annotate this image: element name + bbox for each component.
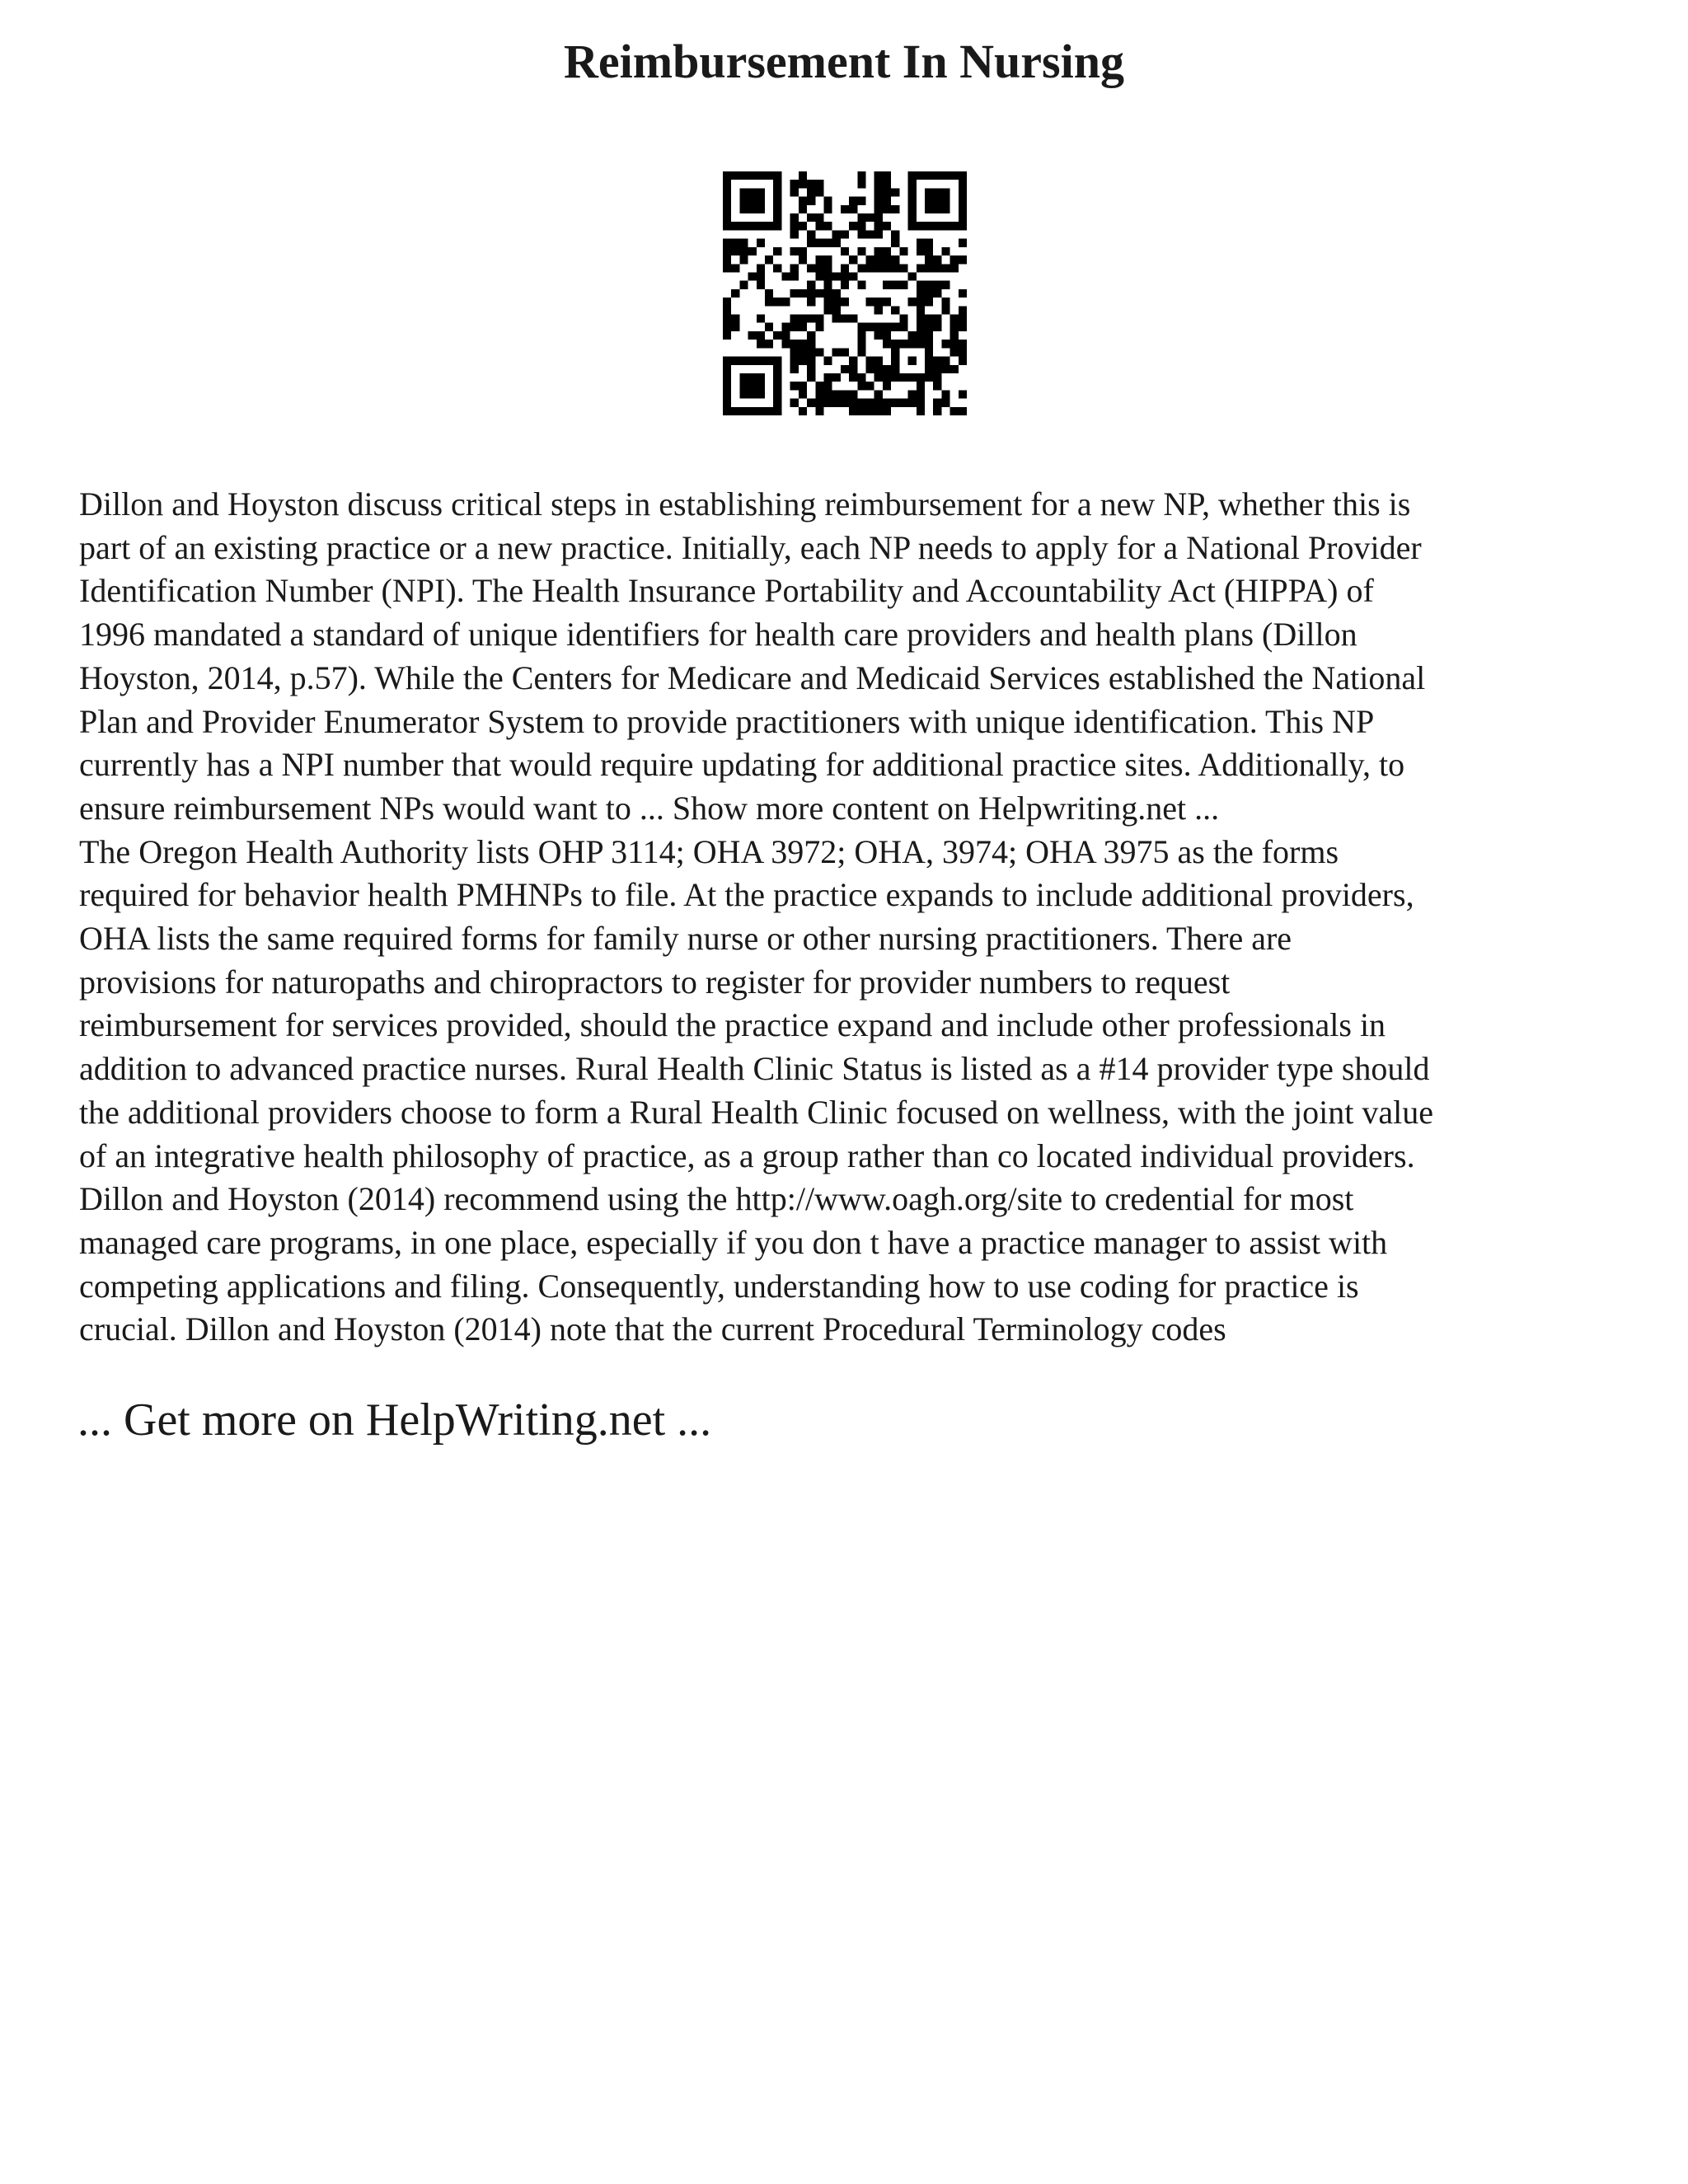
body-line: reimbursement for services provided, should the practice expand and include other professionals in (79, 1006, 1386, 1044)
body-line: Identification Number (NPI). The Health Insurance Portability and Accountability Act (HIPPA) of (79, 572, 1374, 610)
body-line: currently has a NPI number that would require updating for additional practice sites. Additionally, to (79, 746, 1405, 784)
body-line: Dillon and Hoyston discuss critical steps in establishing reimbursement for a new NP, whether this is (79, 485, 1411, 523)
body-line: required for behavior health PMHNPs to file. At the practice expands to include additional providers, (79, 876, 1414, 914)
body-line: provisions for naturopaths and chiropractors to register for provider numbers to request (79, 963, 1231, 1001)
body-line: ensure reimbursement NPs would want to ... Show more content on Helpwriting.net ... (79, 789, 1220, 827)
body-line: The Oregon Health Authority lists OHP 3114; OHA 3972; OHA, 3974; OHA 3975 as the forms (79, 832, 1339, 870)
body-line: the additional providers choose to form a Rural Health Clinic focused on wellness, with the joint value (79, 1093, 1433, 1131)
body-line: crucial. Dillon and Hoyston (2014) note that the current Procedural Terminology codes (79, 1310, 1226, 1348)
body-line: 1996 mandated a standard of unique identifiers for health care providers and health plans (Dillon (79, 616, 1357, 654)
body-line: Hoyston, 2014, p.57). While the Centers for Medicare and Medicaid Services established the National (79, 658, 1426, 696)
body-line: Dillon and Hoyston (2014) recommend using the http://www.oagh.org/site to credential for most (79, 1180, 1354, 1218)
body-line: managed care programs, in one place, especially if you don t have a practice manager to assist with (79, 1223, 1388, 1261)
body-line: competing applications and filing. Consequently, understanding how to use coding for practice is (79, 1267, 1359, 1305)
get-more-link[interactable]: ... Get more on HelpWriting.net ... (77, 1394, 712, 1446)
page-title: Reimbursement In Nursing (564, 35, 1124, 88)
body-line: of an integrative health philosophy of practice, as a group rather than co located individual providers. (79, 1137, 1415, 1174)
article-body (79, 483, 1629, 1352)
body-line: addition to advanced practice nurses. Rural Health Clinic Status is listed as a #14 provider type should (79, 1050, 1430, 1088)
body-line: OHA lists the same required forms for family nurse or other nursing practitioners. There are (79, 920, 1292, 958)
body-line: part of an existing practice or a new practice. Initially, each NP needs to apply for a National Provider (79, 528, 1422, 566)
body-line: Plan and Provider Enumerator System to provide practitioners with unique identification. This NP (79, 702, 1375, 740)
qr-code-icon (723, 171, 967, 415)
